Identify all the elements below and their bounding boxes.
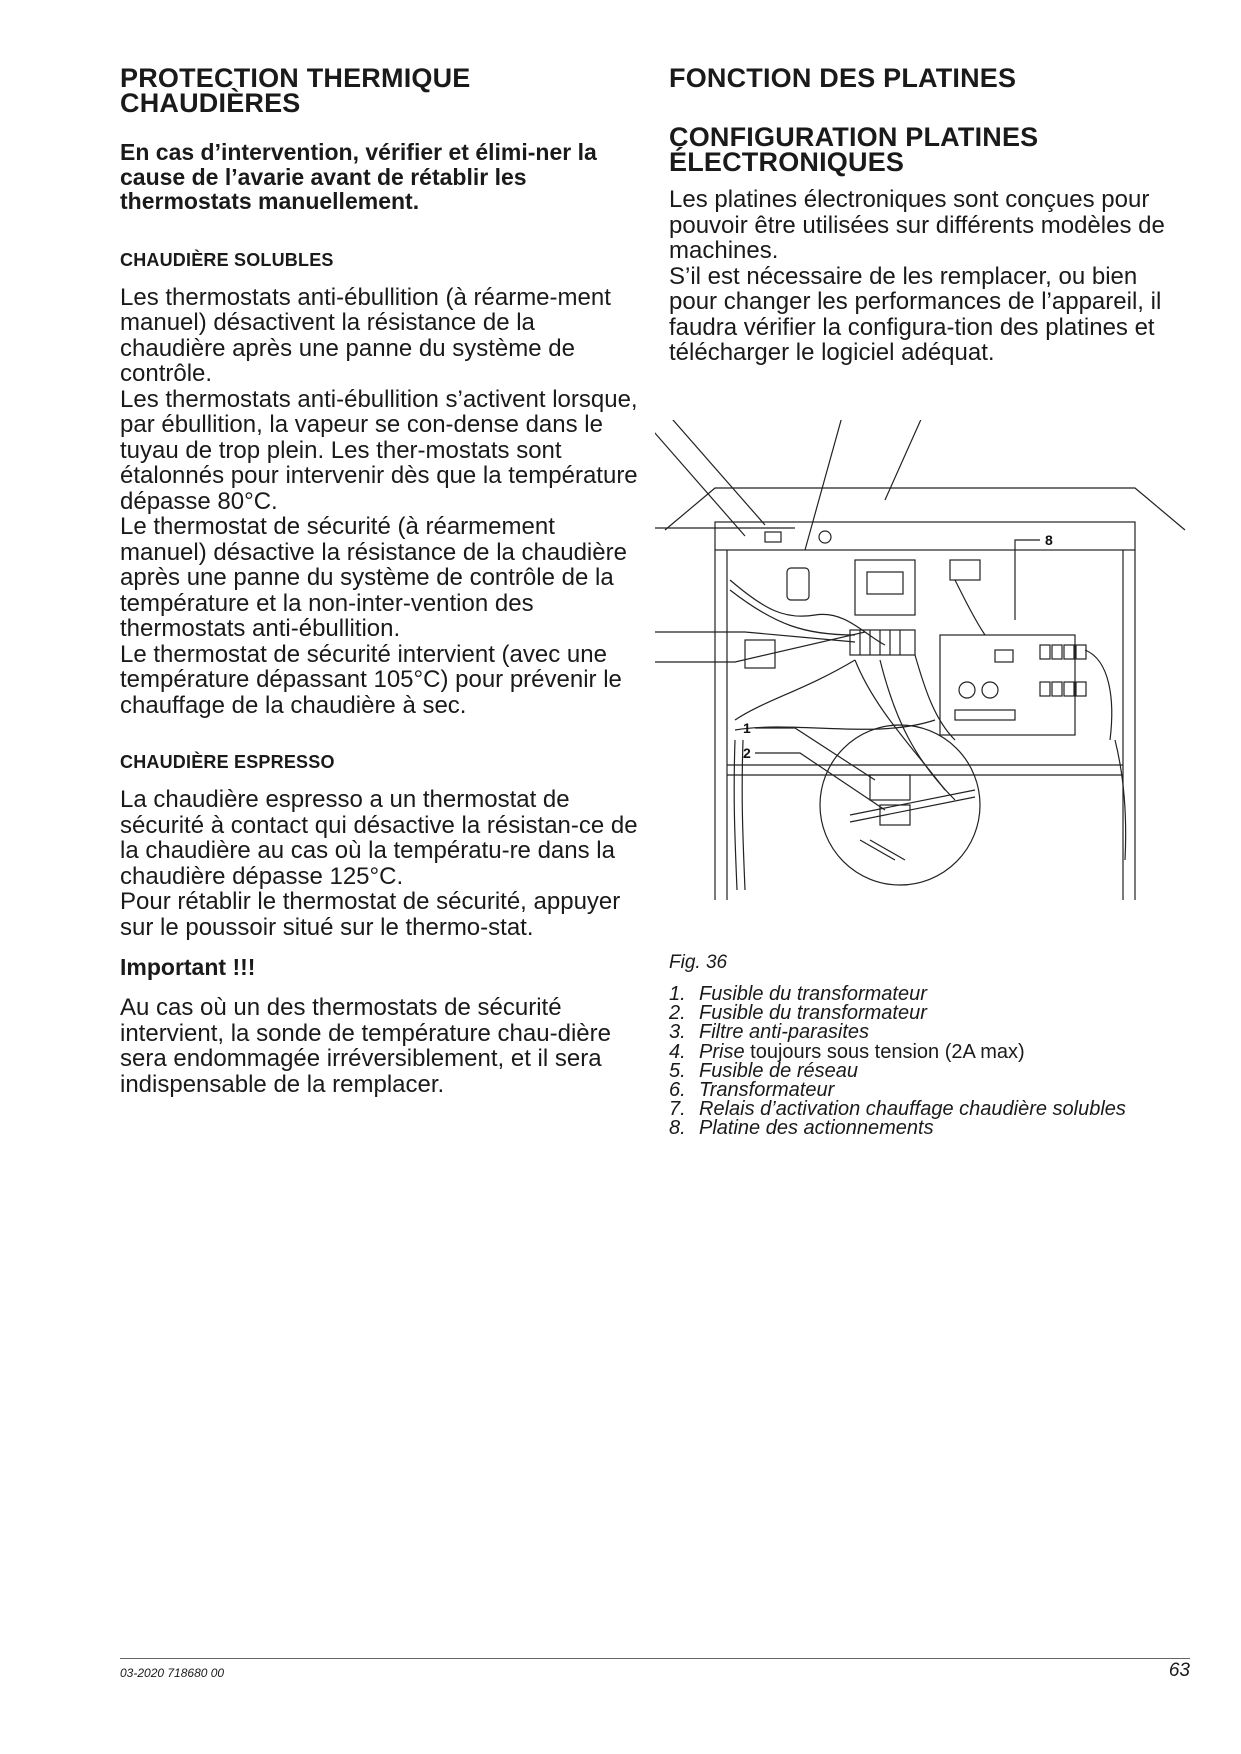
mains-fuse (819, 531, 831, 543)
callout-leader-1 (655, 632, 865, 662)
solubles-paragraph-4: Le thermostat de sécurité intervient (avec une température dépassant 105°C) pour prévenir le chauffage de la chaudière à sec. (120, 640, 622, 719)
espresso-paragraph-1: La chaudière espresso a un thermostat de sécurité à contact qui désactive la résistan-ce de la chaudière au cas où la températu-re dans la chaudière dépasse 125°C. (120, 786, 638, 890)
heading-chaudiere-solubles: CHAUDIÈRE SOLUBLES (120, 249, 334, 270)
top-panel (715, 522, 1135, 550)
wire-harness-1 (730, 580, 885, 645)
legend-item: 8. Platine des actionnements (669, 1117, 934, 1140)
solubles-paragraph-2: Les thermostats anti-ébullition s’activent lorsque, par ébullition, la vapeur se con-dense dans le tuyau de trop plein. Les ther-mostats sont étalonnés pour intervenir dès que la température dépasse 80°C. (120, 385, 638, 515)
title-line-2: CHAUDIÈRES (120, 88, 301, 118)
wiring-diagram-figure (655, 420, 1195, 940)
legend-item: 2. Fusible du transformateur (669, 1002, 927, 1025)
callout-zoom-1: 1 (743, 720, 751, 736)
solubles-paragraph-3: Le thermostat de sécurité (à réarmement manuel) désactive la résistance de la chaudière après une panne du système de contrôle de la température et la non-inter-vention des thermostats anti-ébullition. (120, 513, 627, 642)
cabinet-top-edge (665, 488, 1185, 530)
config-paragraph-1: Les platines électroniques sont conçues pour pouvoir être utilisées sur différents modèles de machines. (669, 186, 1165, 264)
wire-harness-left (734, 740, 737, 890)
legend-item: 5. Fusible de réseau (669, 1059, 858, 1082)
heading-chaudiere-espresso: CHAUDIÈRE ESPRESSO (120, 752, 335, 772)
section-title-boards-function: FONCTION DES PLATINES (669, 63, 1017, 93)
section-title-boards-configuration (669, 122, 1189, 177)
page-number: 63 (1168, 1660, 1190, 1681)
solubles-relay (950, 560, 980, 580)
figure-caption: Fig. 36 (669, 952, 728, 973)
callout-zoom-2: 2 (743, 745, 751, 761)
power-socket (765, 532, 781, 542)
legend-item: 3. Filtre anti-parasites (669, 1021, 870, 1044)
callout-leader-6 (805, 420, 900, 550)
relay-bank (1040, 645, 1086, 696)
legend-item: 7. Relais d’activation chauffage chaudière solubles (669, 1098, 1126, 1121)
important-heading: Important !!! (120, 954, 256, 980)
legend-item: 6. Transformateur (669, 1079, 835, 1102)
figure-legend (669, 985, 1229, 1139)
callout-leader-4 (655, 420, 745, 536)
legend-item: 4. Prise toujours sous tension (2A max) (669, 1040, 1025, 1063)
legend-item: 1. Fusible du transformateur (669, 983, 927, 1005)
config-title-line-2: ÉLECTRONIQUES (669, 147, 905, 177)
section-title-thermal-protection (120, 63, 640, 118)
right-column (669, 63, 1189, 366)
transformer (855, 560, 915, 615)
callout-8: 8 (1045, 532, 1053, 548)
left-column (120, 63, 640, 1098)
config-paragraph-2: S’il est nécessaire de les remplacer, ou bien pour changer les performances de l’appareil, il faudra vérifier la configura-tion des platines et télécharger le logiciel adéquat. (669, 262, 1162, 366)
important-text: Au cas où un des thermostats de sécurité intervient, la sonde de température chau-dière sera endommagée irréversiblement, et il sera indispensable de la remplacer. (120, 994, 611, 1098)
callout-leader-8 (1015, 540, 1040, 620)
config-title-line-1: CONFIGURATION PLATINES (669, 122, 1039, 152)
warning-text: En cas d’intervention, vérifier et élimi-ner la cause de l’avarie avant de rétablir les thermostats manuellement. (120, 139, 597, 214)
footer-divider (120, 1658, 1190, 1659)
title-line-1: PROTECTION THERMIQUE (120, 63, 471, 93)
noise-filter (787, 568, 809, 600)
callout-leader-zoom-1 (755, 728, 875, 780)
espresso-paragraph-2: Pour rétablir le thermostat de sécurité, appuyer sur le poussoir situé sur le thermo-stat. (120, 888, 621, 941)
footer-document-reference: 03-2020 718680 00 (120, 1666, 225, 1680)
callout-leader-5 (655, 420, 765, 525)
solubles-paragraph-1: Les thermostats anti-ébullition (à réarme-ment manuel) désactivent la résistance de la chaudière après une panne du système de contrôle. (120, 283, 611, 387)
detail-terminal-block (870, 775, 910, 800)
